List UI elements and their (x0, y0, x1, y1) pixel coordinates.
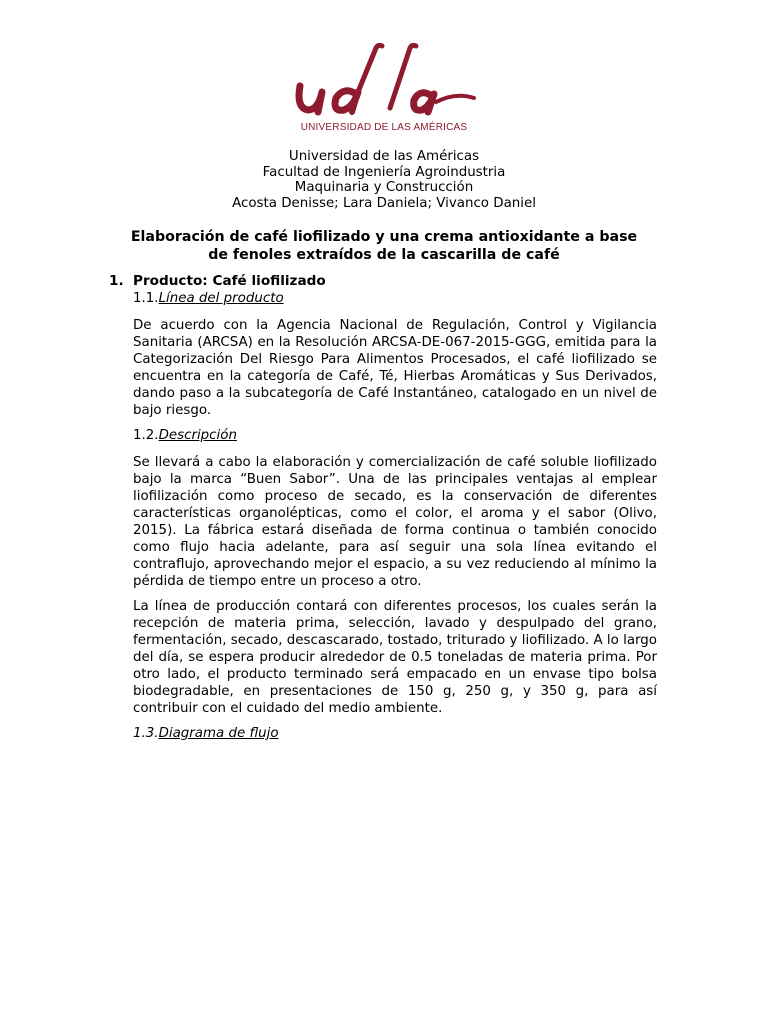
faculty-name: Facultad de Ingeniería Agroindustria (262, 164, 506, 180)
university-name: Universidad de las Américas (288, 149, 480, 164)
authors: Acosta Denisse; Lara Daniela; Vivanco Daniel (232, 196, 536, 212)
logo-caption: UNIVERSIDAD DE LAS AMÉRICAS (300, 122, 468, 133)
subsection-heading-3 (133, 725, 279, 742)
paragraph-descripcion-1: Se llevará a cabo la elaboración y comercialización de café soluble liofilizado bajo la marca “Buen Sabor”. Una de las principales ventajas al emplear liofilización como proceso de secado, es la conservación de diferentes características organolépticas, como el color, el aroma y el sabor (Olivo, 2015). La fábrica estará diseñada de forma continua o también conocido como flujo hacia adelante, para así seguir una sola línea evitando el contraflujo, aprovechando mejor el espacio, a su vez reduciendo al mínimo la pérdida de tiempo entre un proceso a otro. (133, 455, 657, 589)
document-title: Elaboración de café liofilizado y una crema antioxidante a base de fenoles extraídos de la cascarilla de café (130, 229, 638, 263)
subsection-number: 1.1. (133, 291, 159, 306)
subsection-title: Línea del producto (158, 291, 284, 306)
subsection-heading-1 (133, 290, 284, 307)
course-name: Maquinaria y Construcción (294, 180, 474, 196)
subsection-title: Diagrama de flujo (158, 726, 279, 741)
section-heading (109, 273, 326, 290)
subsection-number: 1.3. (133, 726, 159, 741)
section-number: 1. (109, 273, 124, 289)
document-header (0, 149, 768, 212)
udla-logo-mark (286, 42, 482, 122)
paragraph-linea: De acuerdo con la Agencia Nacional de Regulación, Control y Vigilancia Sanitaria (ARCSA) en la Resolución ARCSA-DE-067-2015-GGG, emitida para la Categorización Del Riesgo Para Alimentos Procesados, el café liofilizado se encuentra en la categoría de Café, Té, Hierbas Aromáticas y Sus Derivados, dando paso a la subcategoría de Café Instantáneo, catalogado en un nivel de bajo riesgo. (133, 318, 657, 418)
subsection-title: Descripción (158, 428, 237, 443)
paragraph-descripcion-2: La línea de producción contará con diferentes procesos, los cuales serán la recepción de materia prima, selección, lavado y despulpado del grano, fermentación, secado, descascarado, tostado, triturado y liofilizado. A lo largo del día, se espera producir alrededor de 0.5 toneladas de materia prima. Por otro lado, el producto terminado será empacado en un envase tipo bolsa biodegradable, en presentaciones de 150 g, 250 g, y 350 g, para así contribuir con el cuidado del medio ambiente. (133, 599, 657, 716)
subsection-number: 1.2. (133, 428, 159, 443)
section-title: Producto: Café liofilizado (133, 273, 326, 289)
subsection-heading-2 (133, 427, 237, 444)
university-logo (286, 42, 482, 138)
